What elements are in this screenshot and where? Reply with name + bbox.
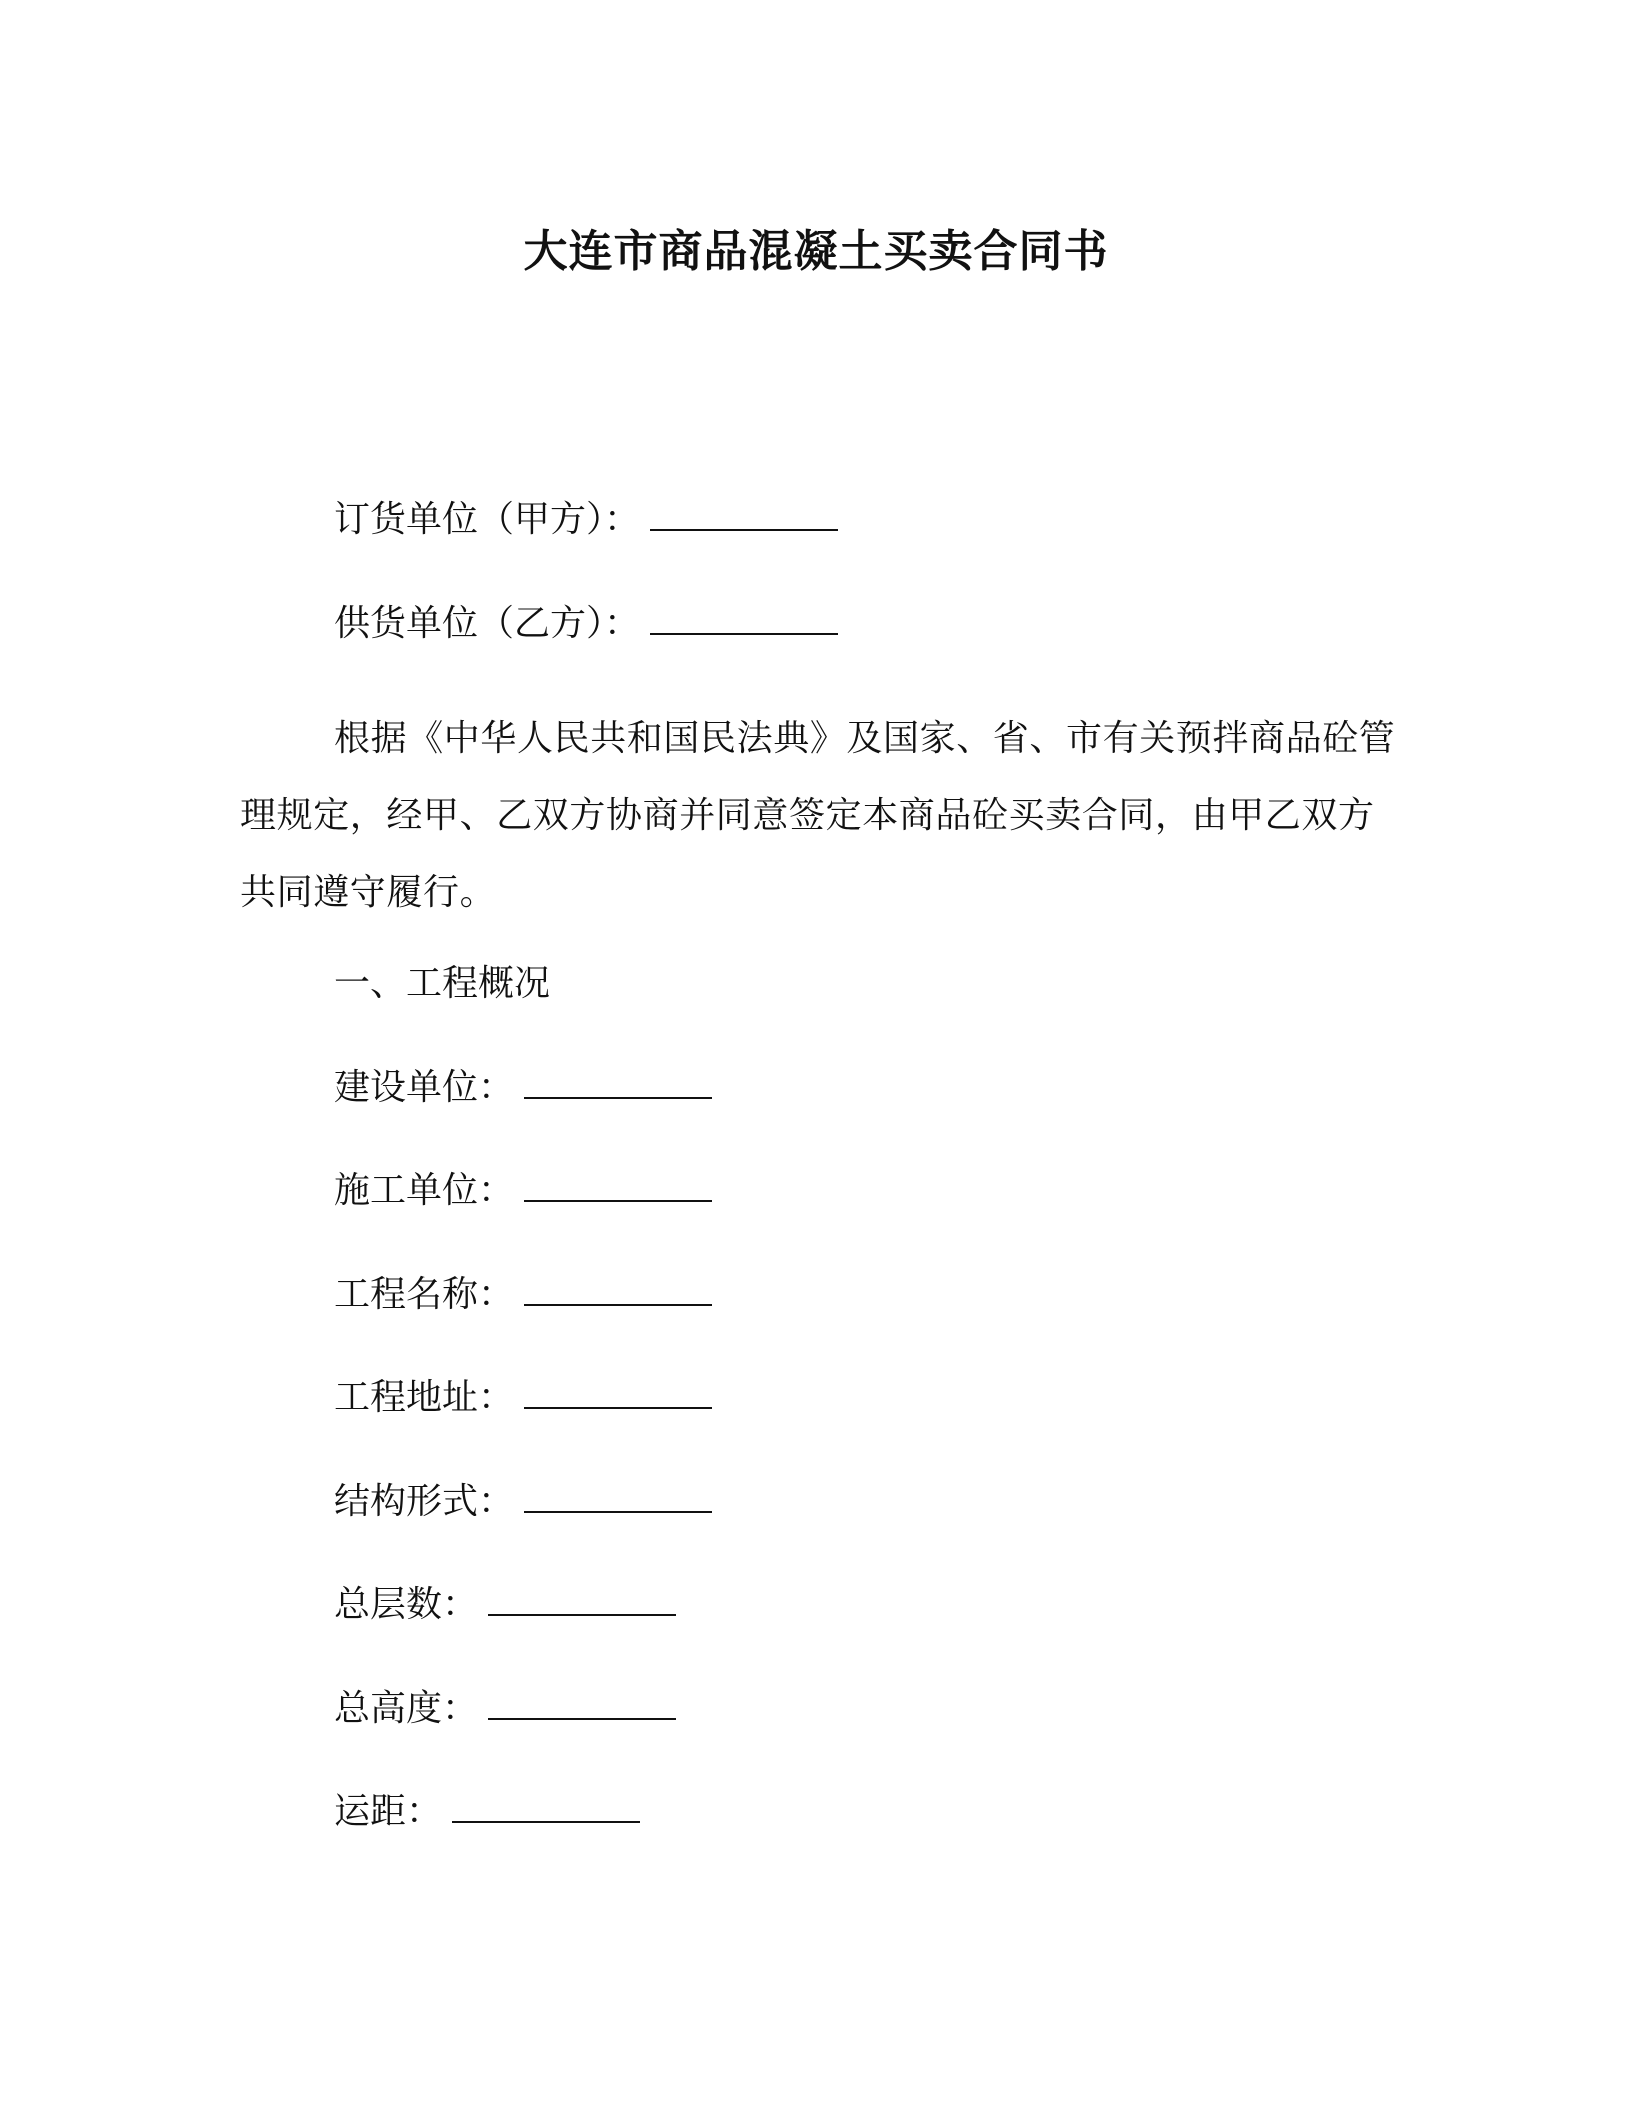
builder-label: 施工单位： [334, 1170, 515, 1211]
project-name-blank [524, 1274, 712, 1306]
builder-blank [524, 1170, 712, 1202]
structure-line [334, 1478, 712, 1526]
total-floors-line [334, 1581, 676, 1629]
total-height-label: 总高度： [334, 1688, 479, 1729]
construction-unit-line [334, 1064, 712, 1112]
structure-blank [524, 1481, 712, 1513]
distance-line [334, 1788, 640, 1836]
party-a-line [334, 496, 838, 544]
party-b-blank [650, 603, 838, 635]
total-height-blank [488, 1688, 676, 1720]
construction-unit-label: 建设单位： [334, 1067, 515, 1108]
total-height-line [334, 1685, 676, 1733]
project-address-line [334, 1374, 712, 1422]
project-name-label: 工程名称： [334, 1274, 515, 1315]
structure-label: 结构形式： [334, 1481, 515, 1522]
project-address-label: 工程地址： [334, 1377, 515, 1418]
construction-unit-blank [524, 1067, 712, 1099]
total-floors-label: 总层数： [334, 1584, 479, 1625]
party-b-label: 供货单位（乙方）： [334, 603, 641, 644]
distance-blank [452, 1791, 640, 1823]
total-floors-blank [488, 1584, 676, 1616]
party-a-label: 订货单位（甲方）： [334, 499, 641, 540]
project-name-line [334, 1271, 712, 1319]
document-title: 大连市商品混凝土买卖合同书 [523, 226, 1109, 277]
builder-line [334, 1167, 712, 1215]
preamble-paragraph: 根据《中华人民共和国民法典》及国家、省、市有关预拌商品砼管理规定，经甲、乙双方协商并同意签定本商品砼买卖合同，由甲乙双方共同遵守履行。 [240, 718, 1396, 913]
project-address-blank [524, 1377, 712, 1409]
section-1-heading: 一、工程概况 [334, 963, 551, 1004]
distance-label: 运距： [334, 1791, 443, 1832]
party-b-line [334, 600, 838, 648]
party-a-blank [650, 499, 838, 531]
